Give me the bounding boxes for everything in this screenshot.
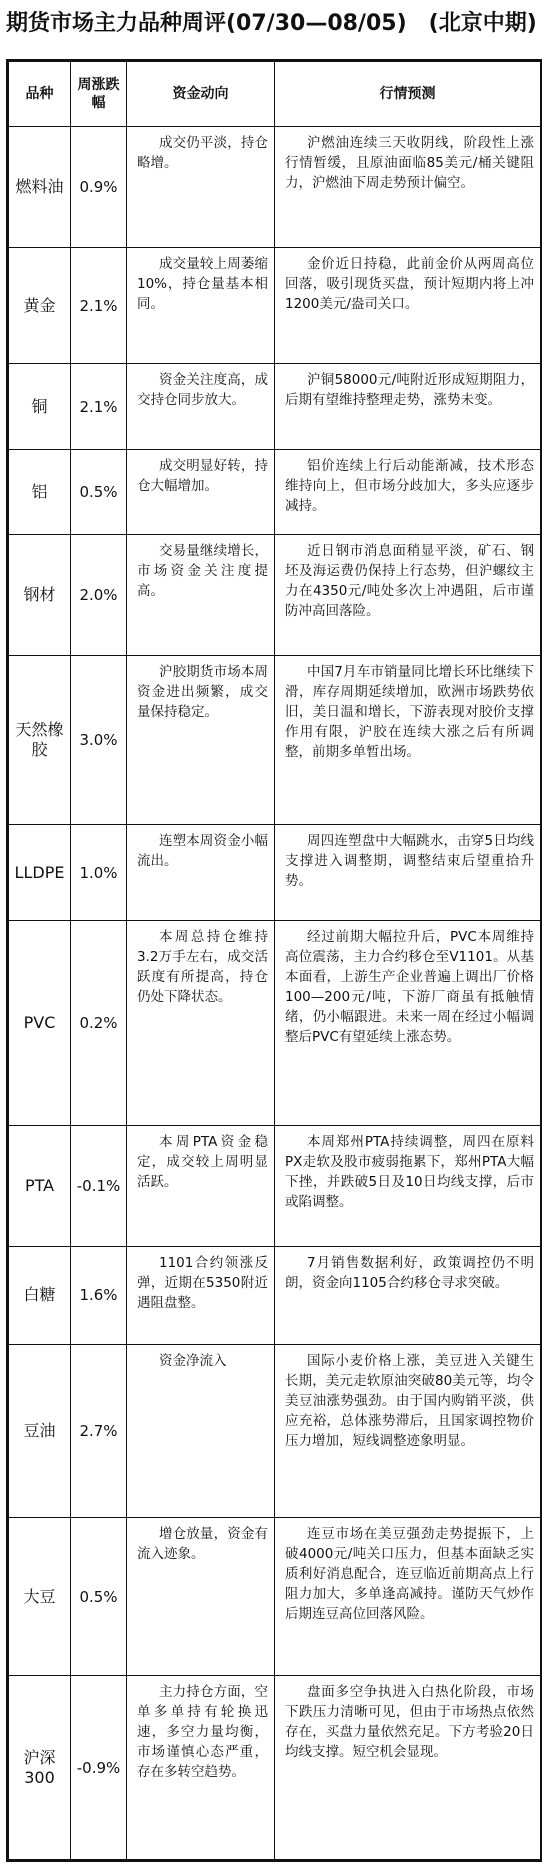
- row-flow: 本周总持仓维持3.2万手左右，成交活跃度有所提高，持仓仍处下降状态。: [127, 921, 275, 1125]
- row-flow: 资金净流入: [127, 1344, 275, 1517]
- row-forecast: 中国7月车市销量同比增长环比继续下滑，库存周期延续增加，欧洲市场跌势依旧，美日温和增长，下游表现对胶价支撑作用有限，沪胶在连续大涨之后有所调整，前期多单暂出场。: [275, 656, 541, 825]
- row-name: 黄金: [9, 247, 71, 364]
- row-change: 3.0%: [71, 656, 127, 825]
- row-forecast: 沪燃油连续三天收阴线，阶段性上涨行情暂缓，且原油面临85美元/桶关键阻力，沪燃油下周走势预计偏空。: [275, 126, 541, 247]
- row-flow: 主力持仓方面，空单多单持有轮换迅速，多空力量均衡，市场谨慎心态严重，存在多转空趋势。: [127, 1676, 275, 1860]
- row-forecast: 铝价连续上行后动能渐减，技术形态维持向上，但市场分歧加大，多头应逐步减持。: [275, 449, 541, 535]
- row-name: 钢材: [9, 535, 71, 656]
- title-source: (北京中期): [428, 11, 537, 36]
- table-row: [9, 1517, 541, 1676]
- header-change: 周涨跌幅: [71, 62, 127, 127]
- row-change: 0.9%: [71, 126, 127, 247]
- table-row: [9, 126, 541, 247]
- row-forecast: 本周郑州PTA持续调整，周四在原料PX走软及股市疲弱拖累下，郑州PTA大幅下挫，并跌破5日及10日均线支撑，后市或陷调整。: [275, 1125, 541, 1246]
- row-flow: 资金关注度高，成交持仓同步放大。: [127, 364, 275, 450]
- row-change: -0.9%: [71, 1676, 127, 1860]
- row-forecast: 周四连塑盘中大幅跳水，击穿5日均线支撑进入调整期，调整结束后望重拾升势。: [275, 825, 541, 921]
- commentary-table: [8, 61, 541, 1860]
- row-flow: 增仓放量，资金有流入迹象。: [127, 1517, 275, 1676]
- header-name: 品种: [9, 62, 71, 127]
- row-flow: 本周PTA资金稳定，成交较上周明显活跃。: [127, 1125, 275, 1246]
- row-name: 沪深300: [9, 1676, 71, 1860]
- row-flow: 交易量继续增长，市场资金关注度提高。: [127, 535, 275, 656]
- row-change: 2.0%: [71, 535, 127, 656]
- header-forecast: 行情预测: [275, 62, 541, 127]
- row-flow: 成交明显好转，持仓大幅增加。: [127, 449, 275, 535]
- header-flow: 资金动向: [127, 62, 275, 127]
- row-change: 0.2%: [71, 921, 127, 1125]
- row-change: 1.6%: [71, 1246, 127, 1344]
- row-name: 铝: [9, 449, 71, 535]
- row-change: 0.5%: [71, 449, 127, 535]
- table-row: [9, 656, 541, 825]
- row-change: 2.1%: [71, 247, 127, 364]
- table-row: [9, 921, 541, 1125]
- page-title: [6, 4, 546, 46]
- row-name: 天然橡胶: [9, 656, 71, 825]
- row-flow: 成交仍平淡，持仓略增。: [127, 126, 275, 247]
- table-row: [9, 1125, 541, 1246]
- row-name: 铜: [9, 364, 71, 450]
- table-row: [9, 825, 541, 921]
- row-flow: 1101合约领涨反弹，近期在5350附近遇阻盘整。: [127, 1246, 275, 1344]
- row-forecast: 近日钢市消息面稍显平淡，矿石、钢坯及海运费仍保持上行态势，但沪螺纹主力在4350元/吨处多次上冲遇阻，后市谨防冲高回落险。: [275, 535, 541, 656]
- commentary-table-frame: [6, 59, 542, 1862]
- row-change: 0.5%: [71, 1517, 127, 1676]
- row-flow: 连塑本周资金小幅流出。: [127, 825, 275, 921]
- row-name: 豆油: [9, 1344, 71, 1517]
- table-row: [9, 449, 541, 535]
- row-change: -0.1%: [71, 1125, 127, 1246]
- row-forecast: 盘面多空争执进入白热化阶段，市场下跌压力清晰可见，但由于市场热点依然存在，买盘力量依然充足。下方考验20日均线支撑。短空机会显现。: [275, 1676, 541, 1860]
- row-forecast: 7月销售数据利好，政策调控仍不明朗，资金向1105合约移仓寻求突破。: [275, 1246, 541, 1344]
- row-flow: 沪胶期货市场本周资金进出频繁，成交量保持稳定。: [127, 656, 275, 825]
- row-name: PVC: [9, 921, 71, 1125]
- row-name: LLDPE: [9, 825, 71, 921]
- row-name: 燃料油: [9, 126, 71, 247]
- row-name: 大豆: [9, 1517, 71, 1676]
- header-row: [9, 62, 541, 127]
- row-flow: 成交量较上周萎缩10%，持仓量基本相同。: [127, 247, 275, 364]
- row-change: 1.0%: [71, 825, 127, 921]
- row-forecast: 连豆市场在美豆强劲走势提振下，上破4000元/吨关口压力，但基本面缺乏实质利好消息配合，连豆临近前期高点上行阻力加大，多单逢高减持。谨防天气炒作后期连豆高位回落风险。: [275, 1517, 541, 1676]
- table-row: [9, 1344, 541, 1517]
- row-forecast: 金价近日持稳，此前金价从两周高位回落，吸引现货买盘，预计短期内将上冲1200美元/盎司关口。: [275, 247, 541, 364]
- table-row: [9, 1246, 541, 1344]
- title-main: 期货市场主力品种周评(07/30—08/05): [6, 11, 407, 36]
- row-name: PTA: [9, 1125, 71, 1246]
- row-forecast: 经过前期大幅拉升后，PVC本周维持高位震荡，主力合约移仓至V1101。从基本面看，上游生产企业普遍上调出厂价格100—200元/吨，下游厂商虽有抵触情绪，仍小幅跟进。未来一周在经过小幅调整后PVC有望延续上涨态势。: [275, 921, 541, 1125]
- table-row: [9, 364, 541, 450]
- table-row: [9, 247, 541, 364]
- row-forecast: 沪铜58000元/吨附近形成短期阻力，后期有望维持整理走势，涨势未变。: [275, 364, 541, 450]
- row-name: 白糖: [9, 1246, 71, 1344]
- row-forecast: 国际小麦价格上涨，美豆进入关键生长期，美元走软原油突破80美元等，均令美豆油涨势强劲。由于国内购销平淡，供应充裕，总体涨势滞后，且国家调控物价压力增加，短线调整迹象明显。: [275, 1344, 541, 1517]
- table-row: [9, 1676, 541, 1860]
- row-change: 2.7%: [71, 1344, 127, 1517]
- table-row: [9, 535, 541, 656]
- row-change: 2.1%: [71, 364, 127, 450]
